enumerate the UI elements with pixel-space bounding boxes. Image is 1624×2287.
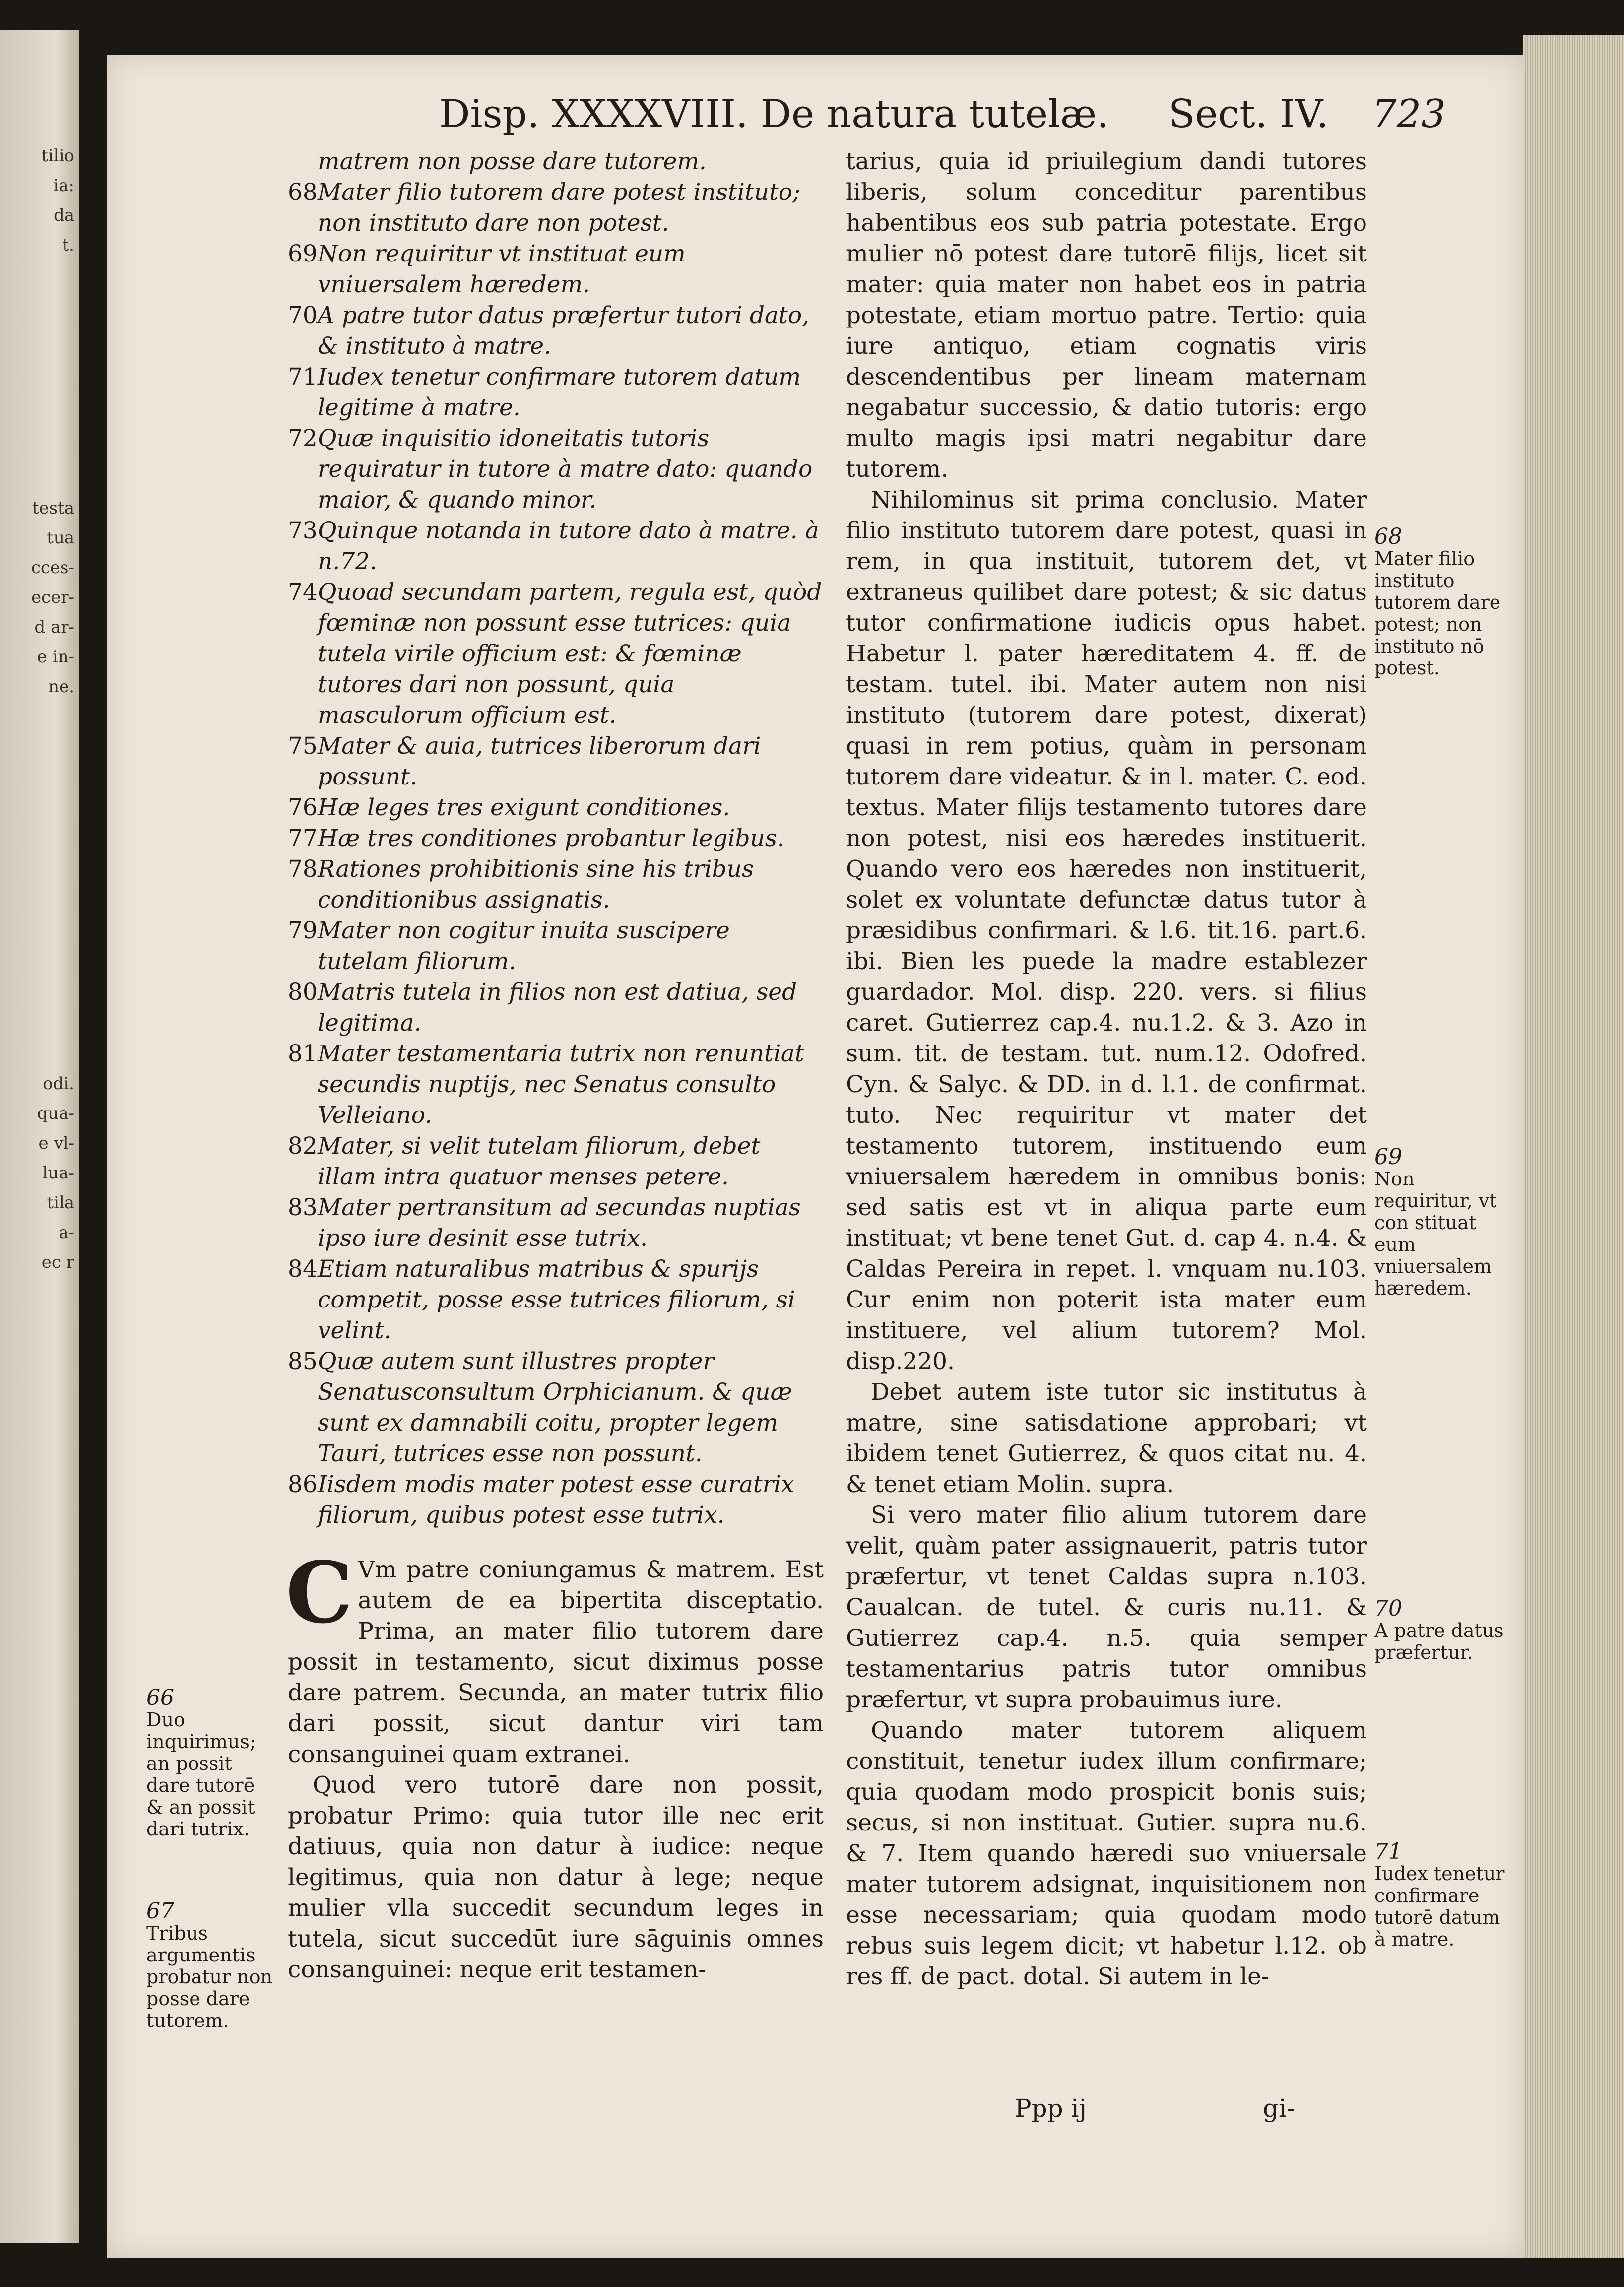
summary-item <box>288 177 824 239</box>
summary-text: Quoad secundam partem, regula est, quòd fœminæ non possunt esse tutrices: quia tutela virile officium est: & fœminæ tutores dari non possunt, quia masculorum officium est. <box>318 579 822 729</box>
margin-note-text: Mater filio instituto tutorem dare potest; non instituto nō potest. <box>1374 548 1501 679</box>
summary-item <box>288 146 824 177</box>
body-paragraph: Debet autem iste tutor sic institutus à matre, sine satisdatione approbari; vt ibidem tenet Gutierrez, & quos citat nu. 4. & tenet etiam Molin. supra. <box>846 1378 1367 1498</box>
margin-note <box>146 1900 275 2031</box>
summary-item <box>288 239 824 300</box>
signature-mark: Ppp ij <box>1015 2094 1087 2123</box>
summary-item <box>288 1039 824 1131</box>
paragraph-text: Vm patre coniungamus & matrem. Est autem de ea bipertita disceptatio. Prima, an mater filio tutorem dare possit in testamento, sicut diximus posse dare patrem. Secunda, an mater tutrix filio dari possit, sicut dantur viri tam consanguinei quam extranei. <box>288 1556 824 1768</box>
margin-note-text: Iudex tenetur confirmare tutorē datum à matre. <box>1374 1863 1505 1950</box>
summary-number: 85 <box>288 1348 318 1375</box>
catchword: gi- <box>1263 2094 1295 2123</box>
summary-text: Hæ leges tres exigunt conditiones. <box>318 794 730 821</box>
summary-item <box>288 854 824 915</box>
summary-number: 75 <box>288 732 318 760</box>
book-fore-edge <box>1523 35 1624 2258</box>
left-fragment: tua <box>47 528 74 548</box>
summary-number: 69 <box>288 240 318 267</box>
summary-text: Mater testamentaria tutrix non renuntiat secundis nuptijs, nec Senatus consulto Velleiano. <box>318 1040 804 1129</box>
body-paragraph: Si vero mater filio alium tutorem dare velit, quàm pater assignauerit, patris tutor præfertur, vt tenet Caldas supra n.103. Caualcan. de tutel. & curis nu.11. & Gutierrez cap.4. n.5. quia semper testamentarius patris tutor omnibus præfertur, vt supra probauimus iure. <box>846 1502 1367 1713</box>
left-fragment: odi. <box>43 1074 74 1094</box>
margin-note-number: 71 <box>1374 1839 1402 1864</box>
margin-note-text: Tribus argumentis probatur non posse dare tutorem. <box>146 1922 273 2031</box>
margin-note-text: Non requiritur, vt con stituat eum vniuersalem hæredem. <box>1374 1168 1497 1299</box>
summary-number: 77 <box>288 825 318 852</box>
summary-number: 73 <box>288 517 318 544</box>
margin-note-number: 69 <box>1374 1144 1402 1170</box>
summary-text: Matris tutela in filios non est datiua, sed legitima. <box>318 979 797 1037</box>
summary-number: 84 <box>288 1255 318 1283</box>
summary-item <box>288 823 824 854</box>
body-paragraph: Quod vero tutorē dare non possit, probatur Primo: quia tutor ille nec erit datiuus, quia non datur à iudice: neque legitimus, quia non datur à lege; neque mulier vlla succedit secundum leges in tutela, sicut succedūt iure sāguinis omnes consanguinei: neque erit testamen- <box>288 1771 824 1983</box>
margin-note <box>1374 1598 1508 1663</box>
summary-item <box>288 577 824 731</box>
summary-text: matrem non posse dare tutorem. <box>318 148 707 175</box>
summary-number: 80 <box>288 979 318 1006</box>
summary-text: Quæ inquisitio idoneitatis tutoris requiratur in tutore à matre dato: quando maior, & quando minor. <box>318 425 813 514</box>
margin-note-text: Duo inquirimus; an possit dare tutorē & an possit dari tutrix. <box>146 1709 256 1840</box>
summary-item <box>288 516 824 577</box>
left-fragment: lua- <box>42 1163 74 1183</box>
left-page-edge <box>0 30 79 2243</box>
margin-note-number: 66 <box>146 1685 174 1710</box>
left-fragment: d ar- <box>34 617 74 637</box>
left-fragment: e in- <box>37 647 74 667</box>
summary-text: A patre tutor datus præfertur tutori dato, & instituto à matre. <box>318 302 810 360</box>
summary-text: Mater, si velit tutelam filiorum, debet illam intra quatuor menses petere. <box>318 1132 761 1190</box>
summary-item <box>288 423 824 516</box>
summary-number: 79 <box>288 917 318 944</box>
summary-number: 74 <box>288 579 318 606</box>
left-fragment: ecer- <box>31 588 74 607</box>
left-fragment: t. <box>62 235 74 255</box>
left-fragment: testa <box>32 498 74 518</box>
summary-item <box>288 731 824 792</box>
margin-note <box>1374 526 1508 679</box>
summary-text: Mater non cogitur inuita suscipere tutelam filiorum. <box>318 917 730 975</box>
left-fragment: a- <box>59 1223 74 1242</box>
right-column <box>846 146 1367 1992</box>
left-fragment: da <box>53 205 74 225</box>
summary-list <box>288 146 824 1531</box>
summary-item <box>288 1254 824 1346</box>
summary-text: Mater pertransitum ad secundas nuptias ipso iure desinit esse tutrix. <box>318 1194 801 1252</box>
left-fragment: cces- <box>31 558 74 578</box>
margin-note-number: 67 <box>146 1898 174 1924</box>
summary-number: 71 <box>288 363 318 391</box>
summary-text: Rationes prohibitionis sine his tribus conditionibus assignatis. <box>318 855 754 914</box>
summary-item <box>288 1346 824 1469</box>
summary-number: 83 <box>288 1194 318 1221</box>
summary-text: Hæ tres conditiones probantur legibus. <box>318 825 784 852</box>
summary-text: Non requiritur vt instituat eum vniuersalem hæredem. <box>318 240 686 298</box>
summary-number: 78 <box>288 855 318 883</box>
margin-note <box>1374 1146 1508 1299</box>
summary-number: 86 <box>288 1471 318 1498</box>
body-paragraph: Nihilominus sit prima conclusio. Mater filio instituto tutorem dare potest, quasi in rem, in qua instituit, tutorem det, vt extraneus quilibet dare potest; & sic datus tutor confirmatione iudicis opus habet. Habetur l. pater hæreditatem 4. ff. de testam. tutel. ibi. Mater autem non nisi instituto (tutorem dare potest, dixerat) quasi in rem potius, quàm in personam tutorem dare videatur. & in l. mater. C. eod. textus. Mater filijs testamento tutores dare non potest, nisi eos hæredes instituerit. Quando vero eos hæredes non instituerit, solet ex voluntate defunctæ datus tutor à præsidibus confirmari. & l.6. tit.16. part.6. ibi. Bien les puede la madre establezer guardador. Mol. disp. 220. vers. si filius caret. Gutierrez cap.4. nu.1.2. & 3. Azo in sum. tit. de testam. tut. num.12. Odofred. Cyn. & Salyc. & DD. in d. l.1. de confirmat. tuto. Nec requiritur vt mater det testamento tutorem, instituendo eum vniuersalem hæredem in omnibus bonis: sed satis est vt in aliqua parte eum instituat; vt bene tenet Gut. d. cap 4. n.4. & Caldas Pereira in repet. l. vnquam nu.103. Cur enim non poterit ista mater eum instituere, vel alium tutorem? Mol. disp.220. <box>846 486 1367 1375</box>
page-number: 723 <box>1372 92 1446 136</box>
body-paragraph <box>286 1543 824 1770</box>
body-paragraph: tarius, quia id priuilegium dandi tutores liberis, solum conceditur parentibus habentibus eos sub patria potestate. Ergo mulier nō potest dare tutorē filijs, licet sit mater: quia mater non habet eos in patria potestate, etiam mortuo patre. Tertio: quia iure antiquo, etiam cognatis viris descendentibus per lineam maternam negabatur successio, & datio tutoris: ergo multo magis ipsi matri negabitur dare tutorem. <box>846 148 1367 483</box>
summary-item <box>288 362 824 423</box>
summary-text: Quinque notanda in tutore dato à matre. à n.72. <box>318 517 819 575</box>
summary-text: Etiam naturalibus matribus & spurijs competit, posse esse tutrices filiorum, si velint. <box>318 1255 795 1344</box>
left-fragment: e vl- <box>38 1133 74 1153</box>
body-paragraph: Quando mater tutorem aliquem constituit, tenetur iudex illum confirmare; quia quodam modo prospicit bonis suis; secus, si non instituat. Gutier. supra nu.6. & 7. Item quando hæredi suo vniuersale mater tutorem adsignat, inquisitionem non esse necessariam; quia quodam modo rebus suis legem dicit; vt habetur l.12. ob res ff. de pact. dotal. Si autem in le- <box>846 1717 1367 1990</box>
running-header <box>335 92 1476 146</box>
summary-item <box>288 977 824 1039</box>
summary-item <box>288 792 824 823</box>
book-page <box>107 55 1523 2258</box>
header-section: Sect. IV. <box>1169 92 1329 136</box>
summary-number: 72 <box>288 425 318 452</box>
summary-text: Iudex tenetur confirmare tutorem datum legitime à matre. <box>318 363 801 421</box>
summary-item <box>288 1469 824 1531</box>
summary-item <box>288 1192 824 1254</box>
margin-note <box>1374 1841 1508 1950</box>
summary-number: 81 <box>288 1040 318 1067</box>
spacer <box>288 1531 824 1555</box>
summary-number: 82 <box>288 1132 318 1160</box>
left-column <box>288 146 824 1985</box>
left-fragment: ia: <box>53 176 74 196</box>
margin-note-text: A patre datus præfertur. <box>1374 1620 1504 1663</box>
summary-text: Quæ autem sunt illustres propter Senatusconsultum Orphicianum. & quæ sunt ex damnabili coitu, propter legem Tauri, tutrices esse non possunt. <box>318 1348 792 1467</box>
margin-note-number: 70 <box>1374 1596 1402 1621</box>
summary-item <box>288 1131 824 1192</box>
summary-number: 68 <box>288 179 318 206</box>
left-fragment: qua- <box>37 1104 74 1123</box>
summary-item <box>288 300 824 362</box>
summary-text: Mater & auia, tutrices liberorum dari possunt. <box>318 732 761 790</box>
margin-note-number: 68 <box>1374 524 1402 549</box>
left-fragment: ne. <box>48 677 74 697</box>
left-fragment: ec r <box>41 1252 74 1272</box>
drop-capital: C <box>286 1543 353 1642</box>
summary-text: Iisdem modis mater potest esse curatrix filiorum, quibus potest esse tutrix. <box>318 1471 794 1529</box>
summary-number: 76 <box>288 794 318 821</box>
left-fragment: tilio <box>41 146 74 166</box>
header-title: Disp. XXXXVIII. De natura tutelæ. <box>439 92 1109 136</box>
left-fragment: tila <box>47 1193 74 1213</box>
margin-note <box>146 1687 275 1840</box>
summary-text: Mater filio tutorem dare potest instituto; non instituto dare non potest. <box>318 179 800 237</box>
summary-item <box>288 915 824 977</box>
summary-number: 70 <box>288 302 318 329</box>
